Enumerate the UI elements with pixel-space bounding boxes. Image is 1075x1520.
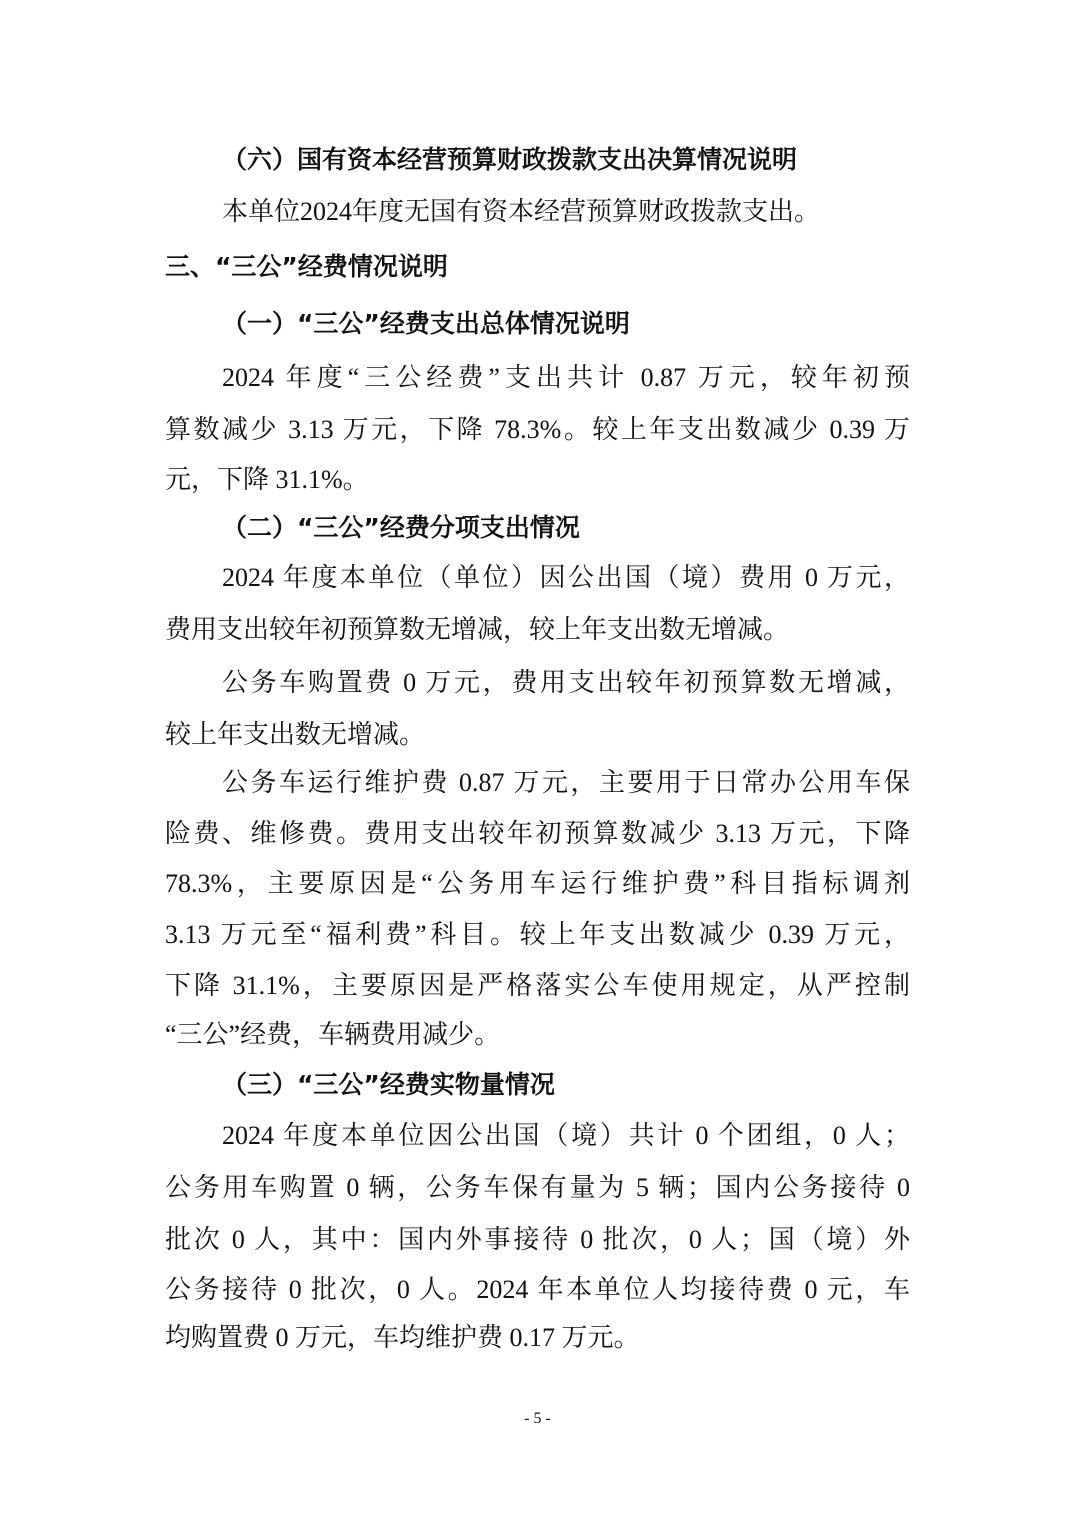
paragraph-line: 元，下降 31.1%。: [165, 465, 369, 494]
section-heading: （六）国有资本经营预算财政拨款支出决算情况说明: [222, 145, 798, 174]
paragraph-line: “三公”经费，车辆费用减少。: [165, 1020, 501, 1049]
page-number: - 5 -: [524, 1410, 551, 1427]
paragraph-line: 78.3%，主要原因是“公务用车运行维护费”科目指标调剂: [165, 869, 910, 898]
paragraph-line: 公务用车购置 0 辆，公务车保有量为 5 辆；国内公务接待 0: [165, 1173, 910, 1202]
section-heading: （三）“三公”经费实物量情况: [222, 1070, 555, 1099]
chapter-heading: 三、“三公”经费情况说明: [165, 252, 448, 281]
paragraph-line: 3.13 万元至“福利费”科目。较上年支出数减少 0.39 万元，: [165, 920, 910, 949]
paragraph-line: 2024 年度本单位因公出国（境）共计 0 个团组，0 人；: [222, 1121, 910, 1150]
section-heading: （二）“三公”经费分项支出情况: [222, 513, 580, 542]
paragraph-line: 算数减少 3.13 万元，下降 78.3%。较上年支出数减少 0.39 万: [165, 415, 910, 444]
paragraph-line: 公务车运行维护费 0.87 万元，主要用于日常办公用车保: [222, 768, 910, 797]
section-heading: （一）“三公”经费支出总体情况说明: [222, 309, 630, 338]
paragraph-line: 下降 31.1%，主要原因是严格落实公车使用规定，从严控制: [165, 971, 910, 1000]
paragraph-line: 公务车购置费 0 万元，费用支出较年初预算数无增减，: [222, 668, 910, 697]
paragraph-line: 2024 年度本单位（单位）因公出国（境）费用 0 万元，: [222, 563, 910, 592]
paragraph-line: 本单位2024年度无国有资本经营预算财政拨款支出。: [222, 197, 821, 226]
paragraph-line: 批次 0 人，其中：国内外事接待 0 批次，0 人；国（境）外: [165, 1225, 910, 1254]
paragraph-line: 公务接待 0 批次，0 人。2024 年本单位人均接待费 0 元，车: [165, 1275, 910, 1304]
paragraph-line: 2024 年度“三公经费”支出共计 0.87 万元，较年初预: [222, 363, 910, 392]
paragraph-line: 险费、维修费。费用支出较年初预算数减少 3.13 万元，下降: [165, 819, 910, 848]
paragraph-line: 较上年支出数无增减。: [165, 720, 426, 749]
paragraph-line: 费用支出较年初预算数无增减，较上年支出数无增减。: [165, 615, 790, 644]
paragraph-line: 均购置费 0 万元，车均维护费 0.17 万元。: [165, 1323, 640, 1352]
